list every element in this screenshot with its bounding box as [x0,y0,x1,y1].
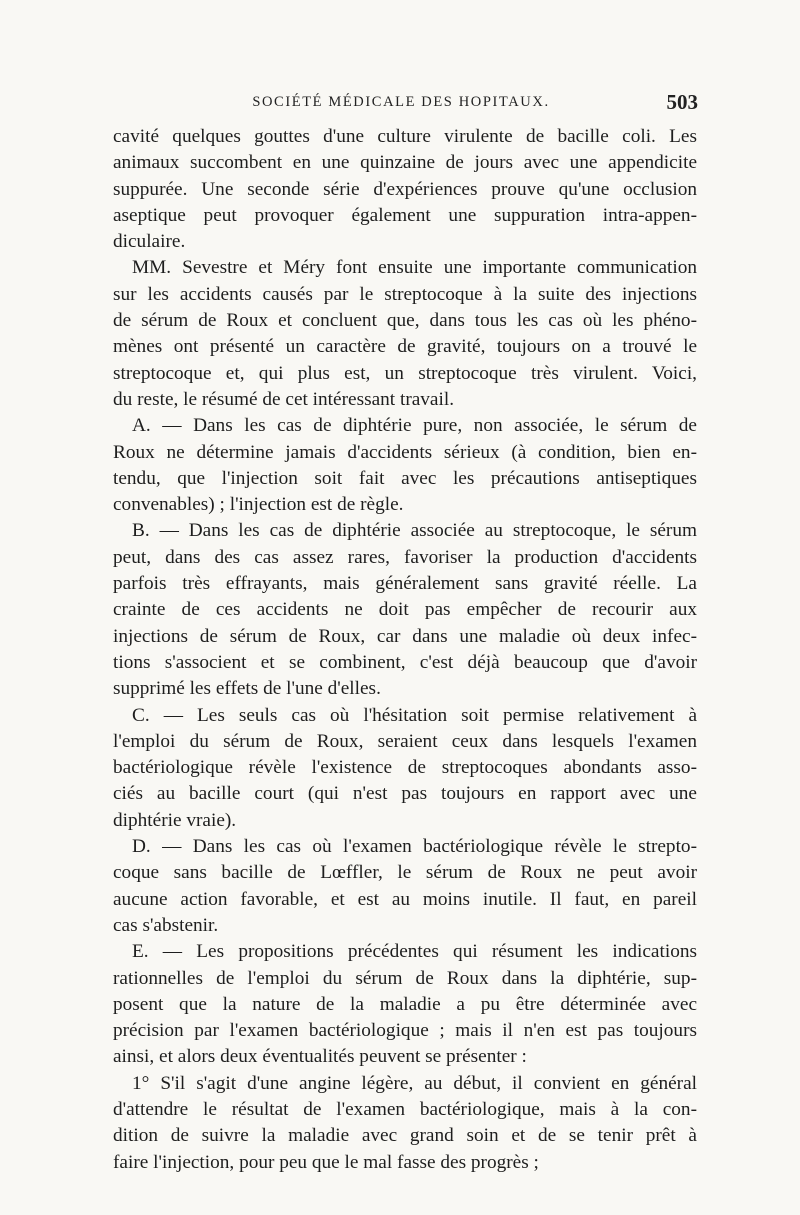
text-line: tendu, que l'injection soit fait avec les précautions antiseptiques [113,467,697,489]
text-line: cas s'abstenir. [113,914,219,936]
paragraph [113,255,697,413]
text-line: faire l'injection, pour peu que le mal fasse des progrès ; [113,1151,539,1173]
text-line: MM. Sevestre et Méry font ensuite une importante communication [132,257,697,279]
text-line: peut, dans des cas assez rares, favoriser la production d'accidents [113,546,697,568]
text-line: dition de suivre la maladie avec grand soin et de se tenir prêt à [113,1125,697,1147]
text-line: tions s'associent et se combinent, c'est déjà beaucoup que d'avoir [113,651,697,673]
text-line: B. — Dans les cas de diphtérie associée au streptocoque, le sérum [132,520,697,542]
text-line: 1° S'il s'agit d'une angine légère, au début, il convient en général [132,1072,697,1094]
text-line: suppurée. Une seconde série d'expériences prouve qu'une occlusion [113,178,697,200]
text-line: aucune action favorable, et est au moins inutile. Il faut, en pareil [113,888,697,910]
text-line: du reste, le résumé de cet intéressant travail. [113,388,455,410]
text-line: ciés au bacille court (qui n'est pas toujours en rapport avec une [113,783,697,805]
text-line: rationnelles de l'emploi du sérum de Roux dans la diphtérie, sup- [113,967,697,989]
text-line: ainsi, et alors deux éventualités peuvent se présenter : [113,1046,527,1068]
text-line: injections de sérum de Roux, car dans une maladie où deux infec- [113,625,697,647]
paragraph [113,518,697,702]
running-title: SOCIÉTÉ MÉDICALE DES HOPITAUX. [252,94,550,110]
text-line: convenables) ; l'injection est de règle. [113,494,404,516]
text-line: précision par l'examen bactériologique ; mais il n'en est pas toujours [113,1020,697,1042]
text-line: A. — Dans les cas de diphtérie pure, non associée, le sérum de [132,415,697,437]
paragraph [113,124,697,255]
text-line: supprimé les effets de l'une d'elles. [113,678,381,700]
paragraph [113,1071,697,1176]
text-line: streptocoque et, qui plus est, un streptocoque très virulent. Voici, [113,362,697,384]
text-line: de sérum de Roux et concluent que, dans tous les cas où les phéno- [113,310,697,332]
text-line: C. — Les seuls cas où l'hésitation soit permise relativement à [132,704,697,726]
text-line: d'attendre le résultat de l'examen bactériologique, mais à la con- [113,1098,697,1120]
text-line: mènes ont présenté un caractère de gravité, toujours on a trouvé le [113,336,697,358]
text-line: bactériologique révèle l'existence de streptocoques abondants asso- [113,757,697,779]
body-text [113,124,697,1176]
text-line: coque sans bacille de Lœffler, le sérum de Roux ne peut avoir [113,862,697,884]
text-line: l'emploi du sérum de Roux, seraient ceux dans lesquels l'examen [113,730,697,752]
text-line: crainte de ces accidents ne doit pas empêcher de recourir aux [113,599,697,621]
page-number: 503 [666,90,698,114]
text-line: aseptique peut provoquer également une suppuration intra-appen- [113,204,697,226]
text-line: animaux succombent en une quinzaine de jours avec une appendicite [113,152,697,174]
text-line: parfois très effrayants, mais généralement sans gravité réelle. La [113,573,697,595]
text-line: diculaire. [113,231,186,253]
paragraph [113,703,697,834]
paragraph [113,834,697,939]
text-line: D. — Dans les cas où l'examen bactériologique révèle le strepto- [132,836,697,858]
text-line: Roux ne détermine jamais d'accidents sérieux (à condition, bien en- [113,441,697,463]
text-line: E. — Les propositions précédentes qui résument les indications [132,941,697,963]
page-header [112,90,698,120]
text-line: sur les accidents causés par le streptocoque à la suite des injections [113,283,697,305]
paragraph [113,413,697,518]
text-line: diphtérie vraie). [113,809,237,831]
text-line: cavité quelques gouttes d'une culture virulente de bacille coli. Les [113,126,697,147]
text-line: posent que la nature de la maladie a pu être déterminée avec [113,993,697,1015]
paragraph [113,939,697,1070]
